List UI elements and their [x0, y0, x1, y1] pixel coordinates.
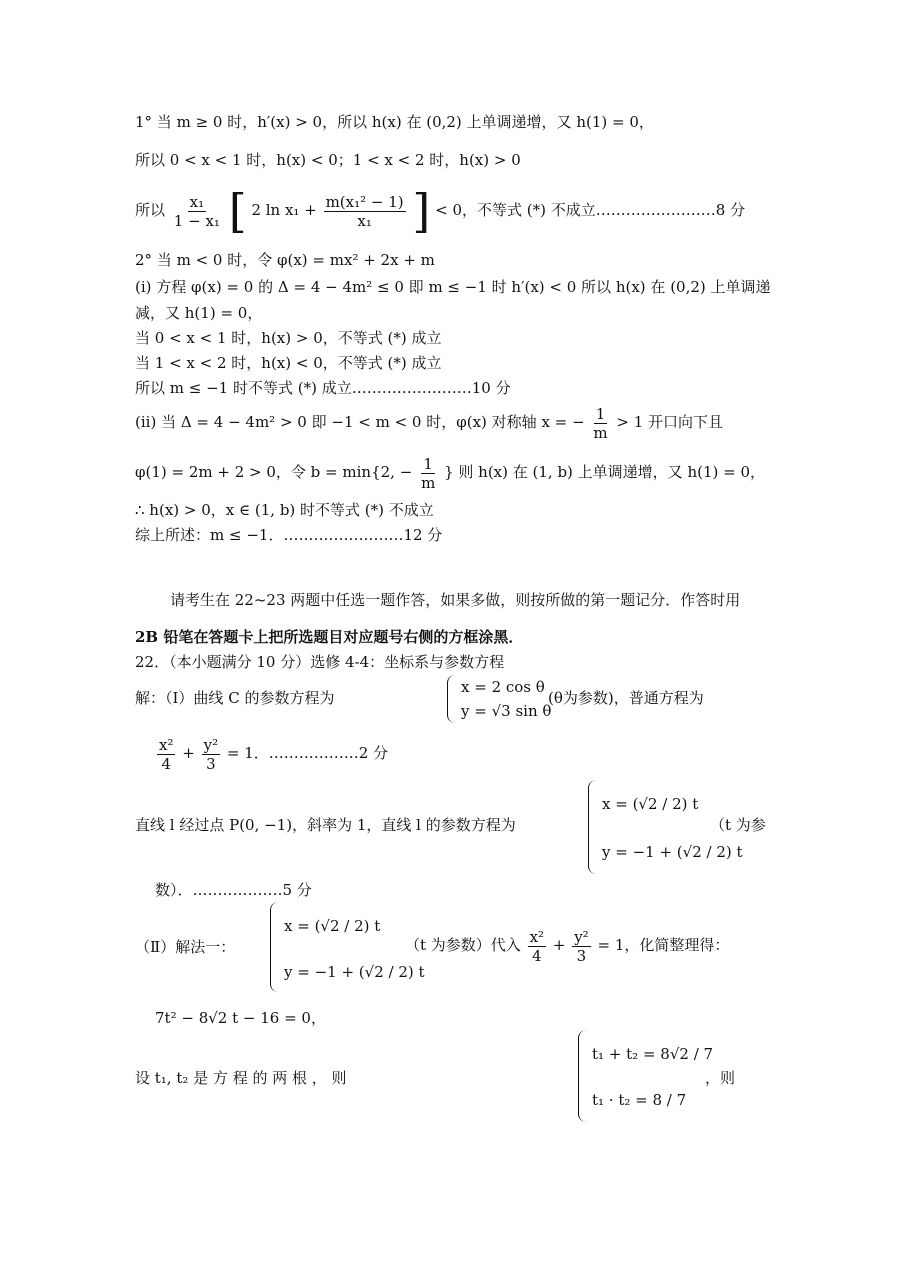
- subcase-i-line: (i) 方程 φ(x) = 0 的 Δ = 4 − 4m² ≤ 0 即 m ≤ −1 时 h′(x) < 0 所以 h(x) 在 (0,2) 上单调递: [135, 278, 771, 296]
- line-parametric-post: （t 为参: [710, 816, 766, 834]
- quadratic-equation: 7t² − 8√2 t − 16 = 0，: [155, 1009, 326, 1027]
- part-2-pre: （Ⅱ）解法一：: [135, 938, 236, 956]
- subcase-ii-conclusion: ∴ h(x) > 0，x ∈ (1, b) 时不等式 (*) 不成立: [135, 501, 434, 519]
- inequality-line: 所以 $\frac{\text{x₁}}{\text{1 − x₁}}$ [ 2 ln x₁ + $\frac{\text{m(x₁² − 1)}}{\text{x₁}}$ ] < 0，不等式 (*) 不成立……………………8 分: [135, 184, 746, 238]
- subcase-ii-line: (ii) 当 Δ = 4 − 4m² > 0 即 −1 < m < 0 时，φ(x) 对称轴 x = − $\frac{1}{m}$ > 1 开口向下且: [135, 404, 724, 442]
- subcase-i-cont: 减，又 h(1) = 0，: [135, 304, 263, 322]
- summary-line: 综上所述：m ≤ −1．……………………12 分: [135, 526, 443, 544]
- fraction-m: $\frac{\text{m(x₁² − 1)}}{\text{x₁}}$: [325, 192, 404, 230]
- question-22-heading: 22．（本小题满分 10 分）选修 4-4：坐标系与参数方程: [135, 653, 505, 671]
- brace: [270, 902, 281, 992]
- curve-parametric-system: x = 2 cos θ y = √3 sin θ: [447, 675, 547, 725]
- subcase-i-conclusion: 所以 m ≤ −1 时不等式 (*) 成立……………………10 分: [135, 379, 511, 397]
- roots-system: t₁ + t₂ = 8√2 / 7 t₁ · t₂ = 8 / 7: [578, 1030, 718, 1124]
- brace: [447, 675, 458, 723]
- brace: [588, 780, 599, 874]
- instruction-line-1: 请考生在 22~23 两题中任选一题作答，如果多做，则按所做的第一题记分．作答时用: [170, 591, 741, 609]
- subcase-ii-cont: φ(1) = 2m + 2 > 0，令 b = min{2, − $\frac{1}{m}$ } 则 h(x) 在 (1, b) 上单调递增，又 h(1) = 0，: [135, 454, 765, 492]
- brace: [578, 1030, 589, 1122]
- part-2-parametric-system: x = (√2 / 2) t y = −1 + (√2 / 2) t: [270, 902, 420, 994]
- subcase-i-a: 当 0 < x < 1 时，h(x) > 0，不等式 (*) 成立: [135, 329, 442, 347]
- roots-post: ，则: [705, 1069, 736, 1087]
- ellipse-equation: $\frac{\text{x²}}{4}$ + $\frac{\text{y²}}{3}$ = 1．………………2 分: [159, 735, 389, 773]
- solution-part-1-pre: 解：（Ⅰ）曲线 C 的参数方程为: [135, 689, 335, 707]
- line-parametric-pre: 直线 l 经过点 P(0, −1)，斜率为 1，直线 l 的参数方程为: [135, 816, 516, 834]
- case-1-range-line: 所以 0 < x < 1 时，h(x) < 0；1 < x < 2 时，h(x) > 0: [135, 151, 521, 169]
- instruction-line-2: 2B 铅笔在答题卡上把所选题目对应题号右侧的方框涂黑．: [135, 628, 524, 646]
- fraction-x1: $\frac{\text{x₁}}{\text{1 − x₁}}$: [173, 192, 220, 230]
- roots-pre: 设 t₁, t₂ 是 方 程 的 两 根 ， 则: [135, 1069, 347, 1087]
- line-parametric-end: 数）．………………5 分: [155, 881, 312, 899]
- line-parametric-system: x = (√2 / 2) t y = −1 + (√2 / 2) t: [588, 780, 738, 876]
- part-2-substitution: （t 为参数）代入 $\frac{\text{x²}}{4}$ + $\frac{\text{y²}}{3}$ = 1，化简整理得：: [405, 927, 730, 965]
- subcase-i-b: 当 1 < x < 2 时，h(x) < 0，不等式 (*) 成立: [135, 354, 442, 372]
- solution-part-1-post: (θ为参数)，普通方程为: [548, 689, 704, 707]
- left-bracket: [: [228, 184, 247, 238]
- right-bracket: ]: [412, 184, 431, 238]
- case-2-line: 2° 当 m < 0 时，令 φ(x) = mx² + 2x + m: [135, 251, 435, 269]
- case-1-line: 1° 当 m ≥ 0 时，h′(x) > 0，所以 h(x) 在 (0,2) 上单调递增，又 h(1) = 0，: [135, 113, 654, 131]
